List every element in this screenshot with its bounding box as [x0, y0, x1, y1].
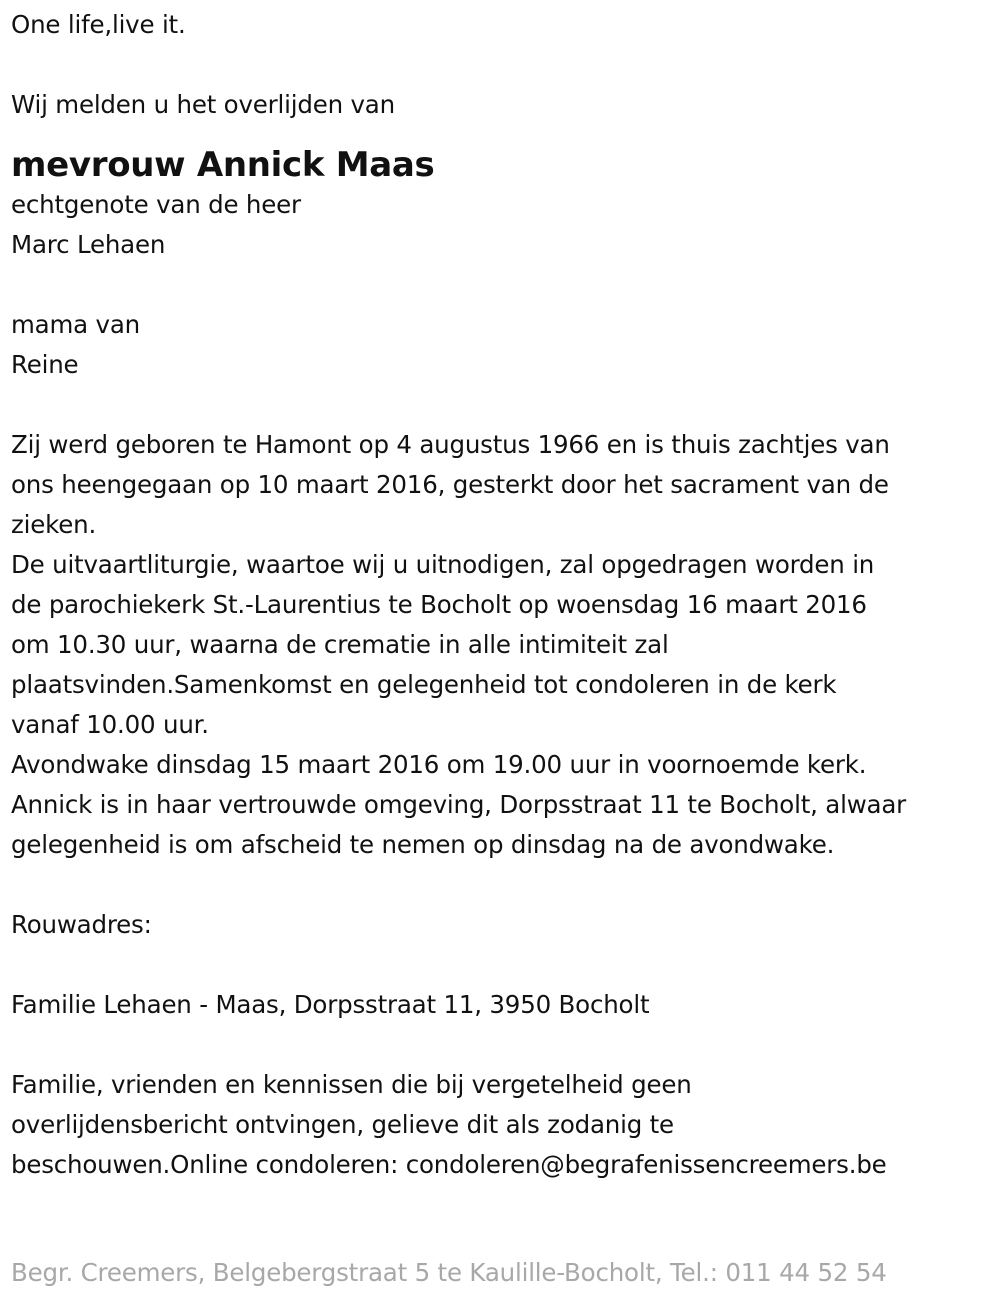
obituary-body — [11, 425, 995, 865]
spacer — [11, 945, 995, 985]
child-name: Reine — [11, 350, 79, 379]
spacer — [11, 385, 995, 425]
mourning-address-label: Rouwadres: — [11, 910, 152, 939]
body-line: De uitvaartliturgie, waartoe wij u uitnodigen, zal opgedragen worden in — [11, 550, 875, 579]
spacer — [11, 265, 995, 305]
closing-line: overlijdensbericht ontvingen, gelieve dit als zodanig te — [11, 1110, 674, 1139]
spouse-label: echtgenote van de heer — [11, 190, 301, 219]
body-line: Avondwake dinsdag 15 maart 2016 om 19.00 uur in voornoemde kerk. — [11, 750, 867, 779]
body-line: gelegenheid is om afscheid te nemen op dinsdag na de avondwake. — [11, 830, 835, 859]
obituary-notice — [11, 5, 995, 1185]
body-line: vanaf 10.00 uur. — [11, 710, 209, 739]
body-line: zieken. — [11, 510, 97, 539]
spacer — [11, 1025, 995, 1065]
intro-text: Wij melden u het overlijden van — [11, 90, 395, 119]
closing-line: Familie, vrienden en kennissen die bij vergetelheid geen — [11, 1070, 692, 1099]
body-line: ons heengegaan op 10 maart 2016, gesterkt door het sacrament van de — [11, 470, 889, 499]
child-label: mama van — [11, 310, 140, 339]
body-line: plaatsvinden.Samenkomst en gelegenheid tot condoleren in de kerk — [11, 670, 837, 699]
motto: One life,live it. — [11, 10, 186, 39]
spacer — [11, 45, 995, 85]
spacer — [11, 865, 995, 905]
mourning-address: Familie Lehaen - Maas, Dorpsstraat 11, 3950 Bocholt — [11, 990, 650, 1019]
body-line: om 10.30 uur, waarna de crematie in alle intimiteit zal — [11, 630, 669, 659]
closing-text — [11, 1065, 995, 1185]
body-line: Annick is in haar vertrouwde omgeving, Dorpsstraat 11 te Bocholt, alwaar — [11, 790, 907, 819]
spouse-name: Marc Lehaen — [11, 230, 166, 259]
body-line: Zij werd geboren te Hamont op 4 augustus 1966 en is thuis zachtjes van — [11, 430, 890, 459]
deceased-name: mevrouw Annick Maas — [11, 145, 435, 185]
funeral-home-footer: Begr. Creemers, Belgebergstraat 5 te Kaulille-Bocholt, Tel.: 011 44 52 54 — [11, 1258, 887, 1287]
body-line: de parochiekerk St.-Laurentius te Bocholt op woensdag 16 maart 2016 — [11, 590, 867, 619]
closing-line: beschouwen.Online condoleren: condoleren@begrafenissencreemers.be — [11, 1150, 887, 1179]
